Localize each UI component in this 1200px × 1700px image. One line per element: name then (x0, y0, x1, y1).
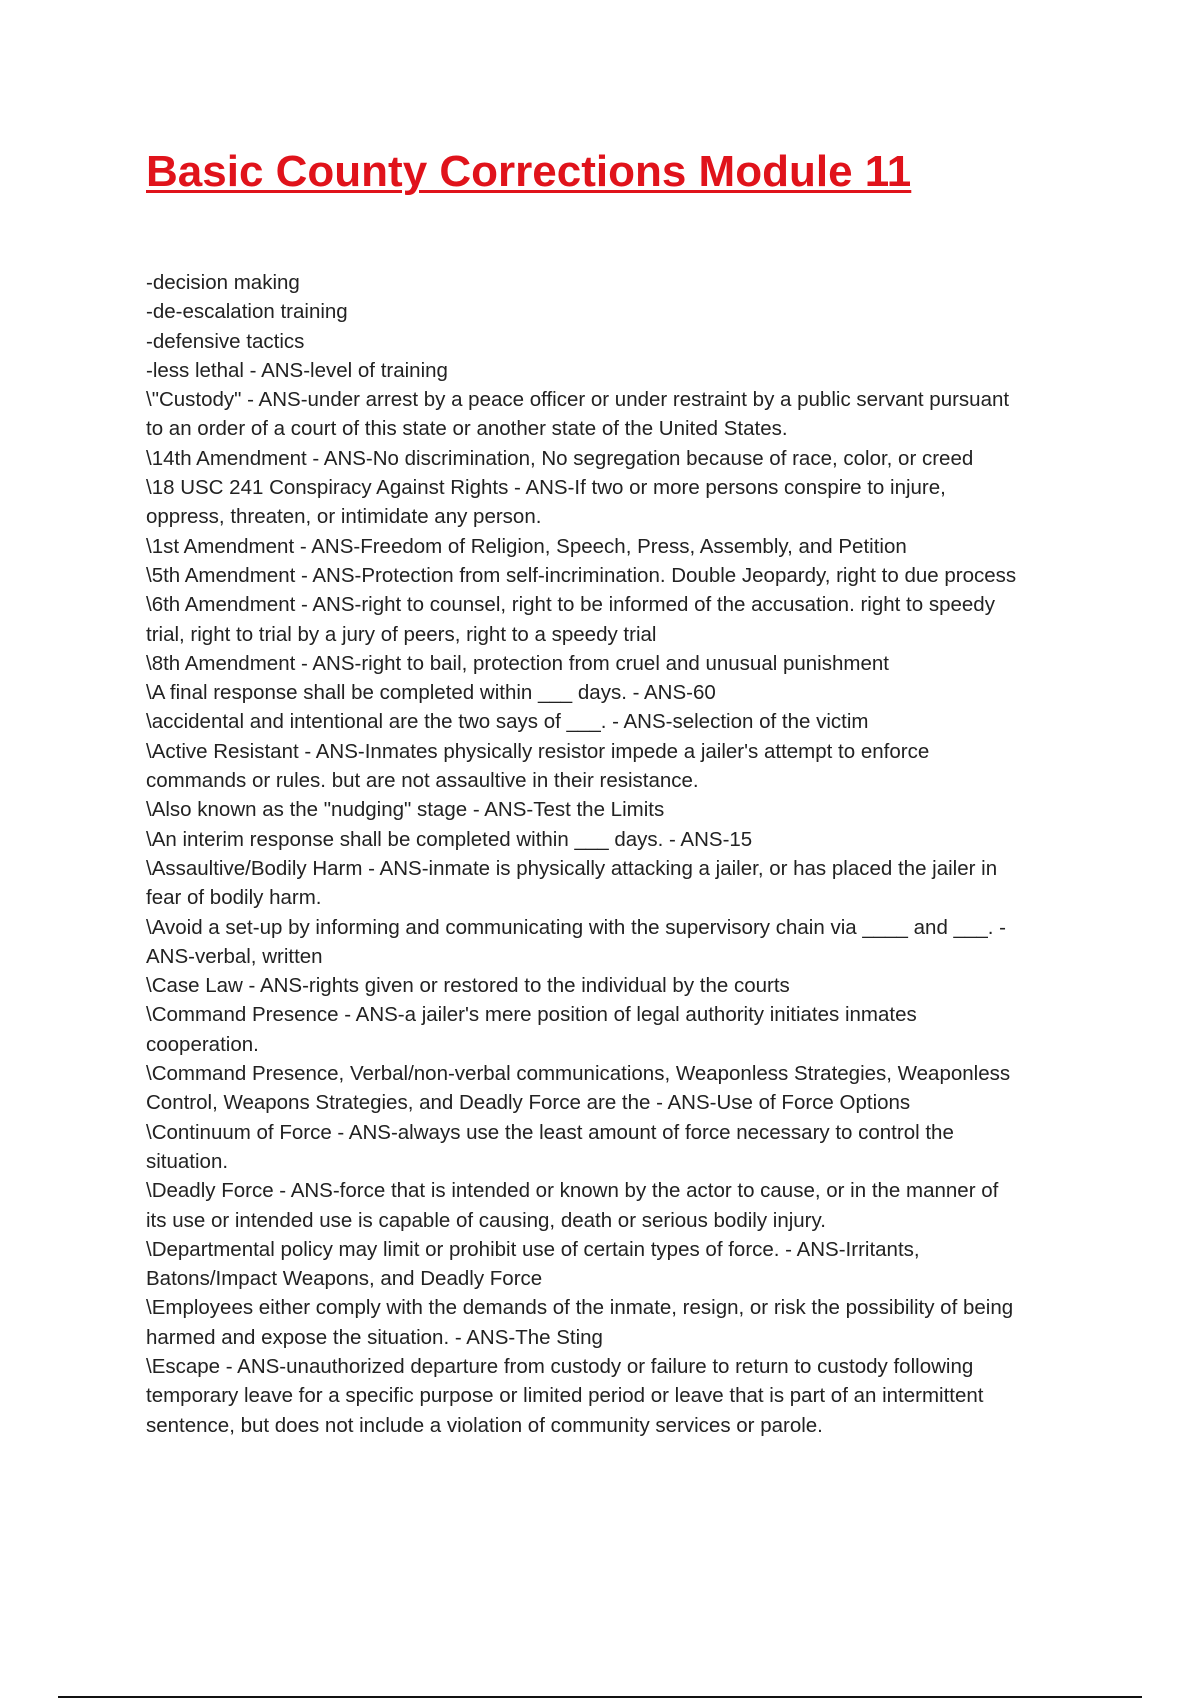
text-line: -defensive tactics (146, 329, 305, 353)
text-line: commands or rules. but are not assaultive in their resistance. (146, 769, 699, 793)
text-line: Batons/Impact Weapons, and Deadly Force (146, 1267, 543, 1291)
text-line: oppress, threaten, or intimidate any person. (146, 505, 542, 529)
text-line: \5th Amendment - ANS-Protection from self-incrimination. Double Jeopardy, right to due process (146, 563, 1017, 587)
text-line: its use or intended use is capable of causing, death or serious bodily injury. (146, 1208, 826, 1232)
text-line: \6th Amendment - ANS-right to counsel, right to be informed of the accusation. right to speedy (146, 593, 995, 617)
text-line: trial, right to trial by a jury of peers, right to a speedy trial (146, 622, 657, 646)
text-line: \Also known as the "nudging" stage - ANS-Test the Limits (146, 798, 665, 822)
text-line: ANS-verbal, written (146, 944, 323, 968)
text-line: \1st Amendment - ANS-Freedom of Religion, Speech, Press, Assembly, and Petition (146, 534, 907, 558)
text-line: \An interim response shall be completed within ___ days. - ANS-15 (146, 827, 753, 851)
text-line: -de-escalation training (146, 300, 348, 324)
text-line: \Employees either comply with the demands of the inmate, resign, or risk the possibility of being (146, 1296, 1014, 1320)
text-line: \Active Resistant - ANS-Inmates physically resistor impede a jailer's attempt to enforce (146, 739, 930, 763)
text-line: Control, Weapons Strategies, and Deadly Force are the - ANS-Use of Force Options (146, 1091, 911, 1115)
text-line: \Escape - ANS-unauthorized departure from custody or failure to return to custody following (146, 1354, 974, 1378)
document-title: Basic County Corrections Module 11 (146, 147, 912, 196)
text-line: harmed and expose the situation. - ANS-The Sting (146, 1325, 603, 1349)
document-body (146, 268, 1096, 1440)
text-line: \Case Law - ANS-rights given or restored to the individual by the courts (146, 974, 790, 998)
text-line: \accidental and intentional are the two says of ___. - ANS-selection of the victim (146, 710, 869, 734)
text-line: \Assaultive/Bodily Harm - ANS-inmate is physically attacking a jailer, or has placed the jailer in (146, 856, 998, 880)
text-line: \Deadly Force - ANS-force that is intended or known by the actor to cause, or in the manner of (146, 1179, 999, 1203)
text-line: cooperation. (146, 1032, 259, 1056)
footer-rule (58, 1696, 1142, 1698)
text-line: \18 USC 241 Conspiracy Against Rights - ANS-If two or more persons conspire to injure, (146, 476, 946, 500)
text-line: to an order of a court of this state or another state of the United States. (146, 417, 788, 441)
text-line: \Command Presence, Verbal/non-verbal communications, Weaponless Strategies, Weaponless (146, 1062, 1011, 1086)
text-line: -decision making (146, 271, 300, 294)
text-line: fear of bodily harm. (146, 886, 322, 910)
text-line: \14th Amendment - ANS-No discrimination, No segregation because of race, color, or creed (146, 446, 974, 470)
text-line: \"Custody" - ANS-under arrest by a peace officer or under restraint by a public servant pursuant (146, 388, 1010, 412)
text-line: -less lethal - ANS-level of training (146, 358, 448, 382)
text-line: temporary leave for a specific purpose or limited period or leave that is part of an intermittent (146, 1384, 984, 1408)
text-line: situation. (146, 1149, 229, 1173)
text-line: sentence, but does not include a violation of community services or parole. (146, 1413, 823, 1437)
text-line: \Avoid a set-up by informing and communicating with the supervisory chain via ____ and ___. - (146, 915, 1006, 939)
text-line: \8th Amendment - ANS-right to bail, protection from cruel and unusual punishment (146, 651, 889, 675)
text-line: \Command Presence - ANS-a jailer's mere position of legal authority initiates inmates (146, 1003, 917, 1027)
text-line: \Continuum of Force - ANS-always use the least amount of force necessary to control the (146, 1120, 954, 1144)
text-line: \Departmental policy may limit or prohibit use of certain types of force. - ANS-Irritants, (146, 1237, 920, 1261)
text-line: \A final response shall be completed within ___ days. - ANS-60 (146, 681, 716, 705)
